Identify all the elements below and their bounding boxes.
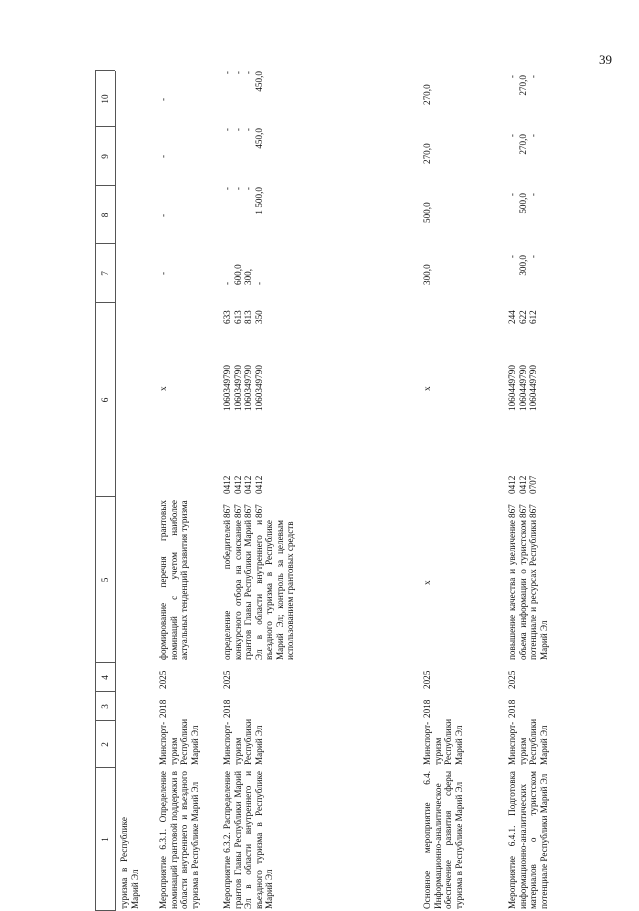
header-col-8: 8 [100, 212, 110, 218]
row2-executor: Минспорт-туризм Республики Марий Эл [222, 718, 264, 765]
row4-start: 2018 [507, 699, 517, 718]
row2-name: Мероприятие 6.3.2. Распределение грантов Главы Республики Марий Эл в области внутреннего и въездного туризма в Республике Марий Эл [222, 771, 274, 909]
row1-start: 2018 [158, 699, 168, 718]
row1-2019: - [158, 213, 168, 217]
row4-end: 2025 [507, 670, 517, 689]
row1-name: Мероприятие 6.3.1. Определение номинаций грантовой поддержки в области внутреннего и въездного туризма в Республике Марий Эл [158, 771, 200, 909]
header-col-3: 3 [100, 704, 110, 709]
row4-2021: - 270,0 - [507, 75, 538, 96]
header-col-10: 10 [100, 94, 110, 104]
row1-code: x [158, 386, 168, 391]
row4-grbs: 867 867 867 [507, 504, 538, 518]
row4-result: повышение качества и увеличение объема информации о туристском потенциале и ресурсах Республики Марий Эл [507, 520, 549, 660]
row2-grbs: 867 867 867 867 [222, 504, 264, 518]
row3-2018: 300,0 [422, 264, 432, 285]
header-col-6: 6 [100, 397, 110, 403]
row3-name: Основное мероприятие 6.4. Информационно-аналитическое обеспечение развития сферы туризма в Республике Марий Эл [422, 771, 464, 909]
row4-name: Мероприятие 6.4.1. Подготовка информационно-аналитических материалов о туристском потенциале Республики Марий Эл [507, 771, 549, 909]
row1-executor: Минспорт-туризм Республики Марий Эл [158, 718, 200, 765]
row4-rzpr: 0412 0412 0707 [507, 475, 538, 494]
row3-code: x [422, 386, 432, 391]
row3-executor: Минспорт-туризм Республики Марий Эл [422, 718, 464, 765]
row4-2018: - 300,0 - [507, 255, 538, 276]
row2-start: 2018 [222, 699, 232, 718]
header-col-4: 4 [100, 675, 110, 680]
header-col-9: 9 [100, 154, 110, 159]
row4-executor: Минспорт-туризм Республики Марий Эл [507, 718, 549, 765]
row2-2019: - - - 1 500,0 [222, 187, 264, 215]
row2-2020: - - - 450,0 [222, 128, 264, 149]
grid-line [95, 71, 96, 911]
row2-rzpr: 0412 0412 0412 0412 [222, 475, 264, 494]
row3-end: 2025 [422, 670, 432, 689]
header-col-2: 2 [100, 742, 110, 747]
row1-2018: - [158, 271, 168, 275]
row1-2020: - [158, 154, 168, 158]
row2-2018: - 600,0 300, - [222, 264, 264, 285]
row4-vr: 244 622 612 [507, 310, 538, 324]
row3-2021: 270,0 [422, 84, 432, 105]
page-number: 39 [599, 52, 612, 67]
row2-vr: 633 613 813 350 [222, 310, 264, 324]
row3-2019: 500,0 [422, 202, 432, 223]
rotated-table [95, 71, 597, 911]
row4-2020: - 270,0 - [507, 134, 538, 155]
header-col-7: 7 [100, 271, 110, 276]
row2-end: 2025 [222, 670, 232, 689]
row1-result: формирование перечня грантовых номинаций с учетом наиболее актуальных тенденций развития туризма [158, 500, 189, 660]
row2-result: определение победителей конкурсного отбора на соискание грантов Главы Республики Марий Эл в области внутреннего и въездного туризма в Республике Марий Эл; контроль за целевым использованием грантовых средств [222, 520, 295, 660]
row1-end: 2025 [158, 670, 168, 689]
row4-csr: 1060449790 1060449790 1060449790 [507, 365, 538, 411]
row2-csr: 1060349790 1060349790 1060349790 1060349790 [222, 365, 264, 411]
row3-2020: 270,0 [422, 143, 432, 164]
header-col-1: 1 [100, 837, 110, 842]
header-col-5: 5 [100, 577, 110, 583]
row3-result: x [422, 580, 432, 585]
row2-2021: - - - 450,0 [222, 71, 264, 92]
row1-2021: - [158, 97, 168, 101]
row3-start: 2018 [422, 699, 432, 718]
row4-2019: - 500,0 - [507, 193, 538, 214]
cont-row-text: туризма в Республике Марий Эл [119, 817, 140, 909]
grid-line [115, 71, 116, 911]
